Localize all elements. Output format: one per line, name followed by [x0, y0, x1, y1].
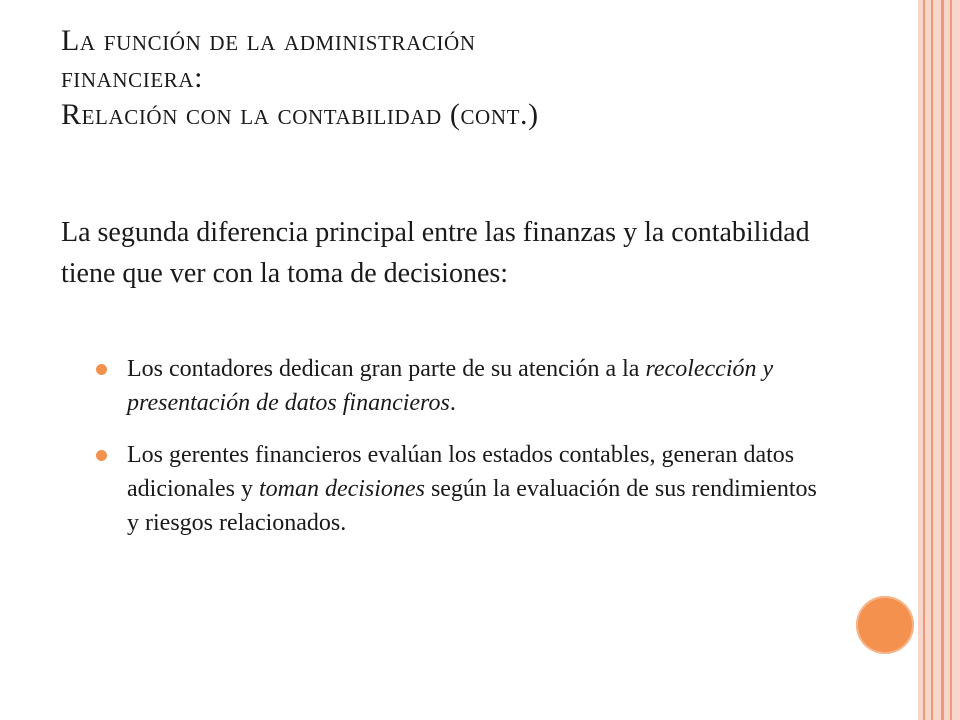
bullet-dot-icon — [96, 450, 107, 461]
bullet-text: Los contadores dedican gran parte de su atención a la — [127, 356, 646, 382]
slide-title-line-2: financiera: — [61, 61, 204, 94]
bullet-text: . — [449, 390, 456, 416]
decorative-stripe — [923, 0, 925, 720]
decorative-stripe — [931, 0, 933, 720]
decorative-stripe — [941, 0, 944, 720]
slide-title-line-3: Relación con la contabilidad (cont.) — [61, 98, 539, 131]
decorative-circle-icon — [856, 596, 914, 654]
bullet-item-financial-managers — [96, 438, 826, 540]
bullet-emphasis: recolección y presentación de datos financieros — [127, 356, 774, 416]
bullet-text: según la evaluación de sus rendimientos y riesgos relacionados. — [127, 476, 817, 536]
decorative-stripe — [950, 0, 952, 720]
bullet-emphasis: toman decisiones — [258, 476, 425, 502]
bullet-item-accountants — [96, 352, 826, 420]
bullet-dot-icon — [96, 364, 107, 375]
slide-title-line-1: La función de la administración — [61, 24, 476, 57]
intro-paragraph: La segunda diferencia principal entre las finanzas y la contabilidad tiene que ver con la toma de decisiones: — [61, 217, 810, 289]
bullet-list — [96, 352, 826, 558]
slide-title — [61, 22, 881, 133]
bullet-text: Los gerentes financieros evalúan los estados contables, generan datos adicionales y — [127, 442, 795, 502]
